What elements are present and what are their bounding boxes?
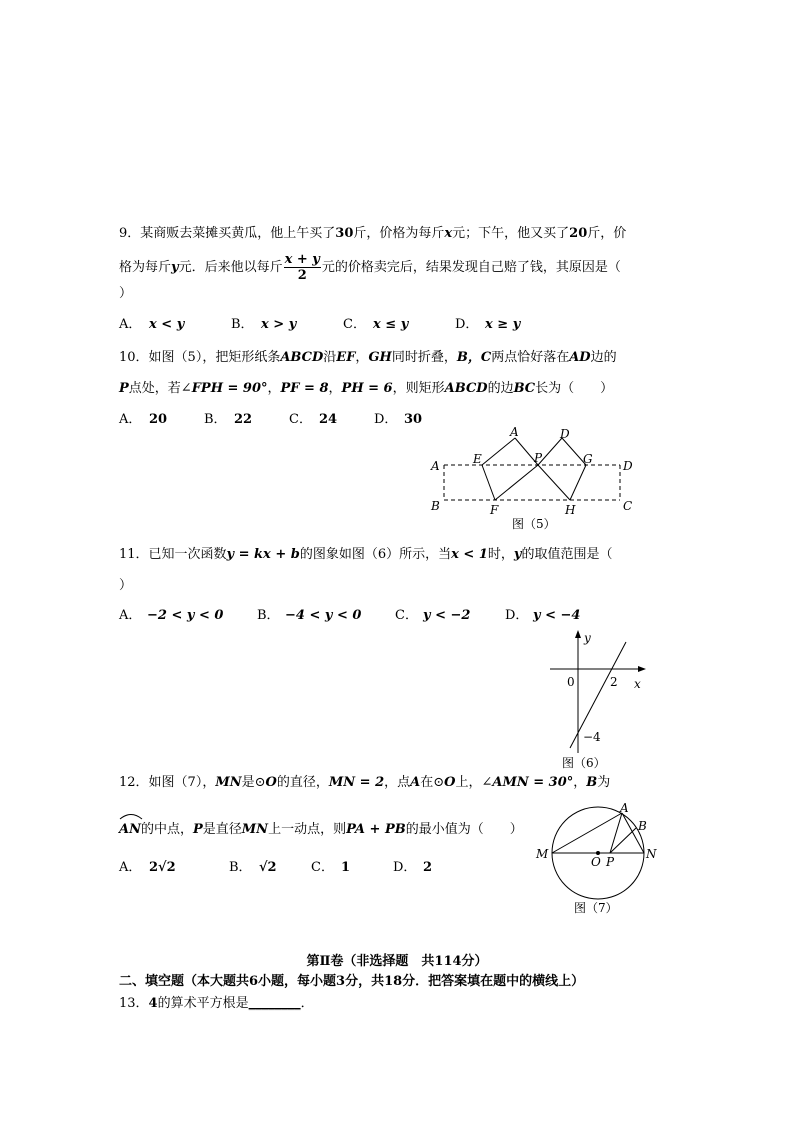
label-a: A — [620, 801, 629, 815]
q12-line1: 12．如图（7），MN是⊙O的直径，MN = 2，点A在⊙O上，∠AMN = 30°，B为 — [119, 775, 611, 790]
arc-mark — [119, 812, 143, 820]
label-p: P — [606, 855, 615, 869]
q9-line3: ） — [119, 286, 133, 301]
label-d: D — [623, 459, 633, 473]
label-h: H — [565, 503, 576, 517]
label-o: O — [591, 855, 601, 869]
label-b: B — [638, 819, 647, 833]
label-p: P — [534, 451, 543, 465]
section-title: 第Ⅱ卷（非选择题 共114分） — [306, 954, 488, 969]
label-a-top: A — [510, 425, 519, 439]
q9-line1: 9．某商贩去菜摊买黄瓜，他上午买了30斤，价格为每斤x元；下午，他又买了20斤，价 — [119, 226, 627, 241]
q9-line2: 格为每斤y元．后来他以每斤 $\frac{x + y}{2}$ 元的价格卖完后，结果发现自己赔了钱，其原因是（ — [119, 252, 621, 283]
figure-5-caption: 图（5） — [512, 517, 556, 531]
q11-line2: ） — [119, 578, 133, 593]
q11-line1: 11．已知一次函数y = kx + b的图象如图（6）所示，当x < 1时，y的取值范围是（ — [119, 547, 613, 562]
figure-6-linear-function — [540, 628, 660, 776]
label-b: B — [431, 499, 440, 513]
figure-5-folded-rectangle — [420, 420, 650, 538]
label-e: E — [473, 452, 482, 466]
arc-an: AN — [119, 816, 141, 840]
figure-7-caption: 图（7） — [574, 901, 618, 915]
label-m: M — [536, 847, 549, 861]
label-d-top: D — [560, 427, 570, 441]
answer-blank: ________ — [248, 996, 301, 1011]
seg-fp — [495, 465, 538, 500]
q10-line1: 10．如图（5），把矩形纸条ABCD沿EF，GH同时折叠，B，C两点恰好落在AD边的 — [119, 350, 617, 365]
fold-ef — [482, 465, 495, 500]
seg-ea — [482, 438, 515, 465]
figure-6-caption: 图（6） — [562, 756, 606, 770]
seg-ph — [538, 465, 570, 500]
x-axis-arrow — [638, 666, 646, 672]
label-f: F — [490, 503, 499, 517]
label-c: C — [623, 499, 633, 513]
q12-options: A． 2√2 B． √2 C． 1 D． 2 — [119, 860, 433, 875]
section-part2-heading: 二、填空题（本大题共6小题，每小题3分，共18分．把答案填在题中的横线上） — [119, 974, 585, 989]
label-a: A — [431, 459, 440, 473]
fraction-x-plus-y-over-2: $\frac{x + y}{2}$ — [284, 252, 320, 283]
x-axis-label: x — [634, 677, 641, 691]
q13-line: 13．4的算术平方根是________． — [119, 996, 314, 1011]
q10-line2: P点处，若∠FPH = 90°，PF = 8，PH = 6，则矩形ABCD的边BC长为（ ） — [119, 381, 614, 396]
label-g: G — [583, 452, 593, 466]
figure-7-circle — [530, 798, 664, 920]
label-n: N — [646, 847, 657, 861]
q9-options: A． x < y B． x > y C． x ≤ y D． x ≥ y — [119, 317, 521, 332]
y-intercept-label: −4 — [583, 730, 601, 744]
x-intercept-label: 2 — [610, 675, 618, 689]
q11-options: A． −2 < y < 0 B． −4 < y < 0 C． y < −2 D． y < −4 — [119, 608, 581, 623]
origin-label: 0 — [567, 675, 575, 689]
fold-gh — [570, 465, 586, 500]
q10-options: A． 20 B． 22 C． 24 D． 30 — [119, 412, 423, 427]
y-axis-label: y — [584, 631, 591, 645]
q12-line2: AN的中点，P是直径MN上一动点，则PA + PB的最小值为（ ） — [119, 816, 523, 840]
y-axis-arrow — [575, 630, 581, 638]
